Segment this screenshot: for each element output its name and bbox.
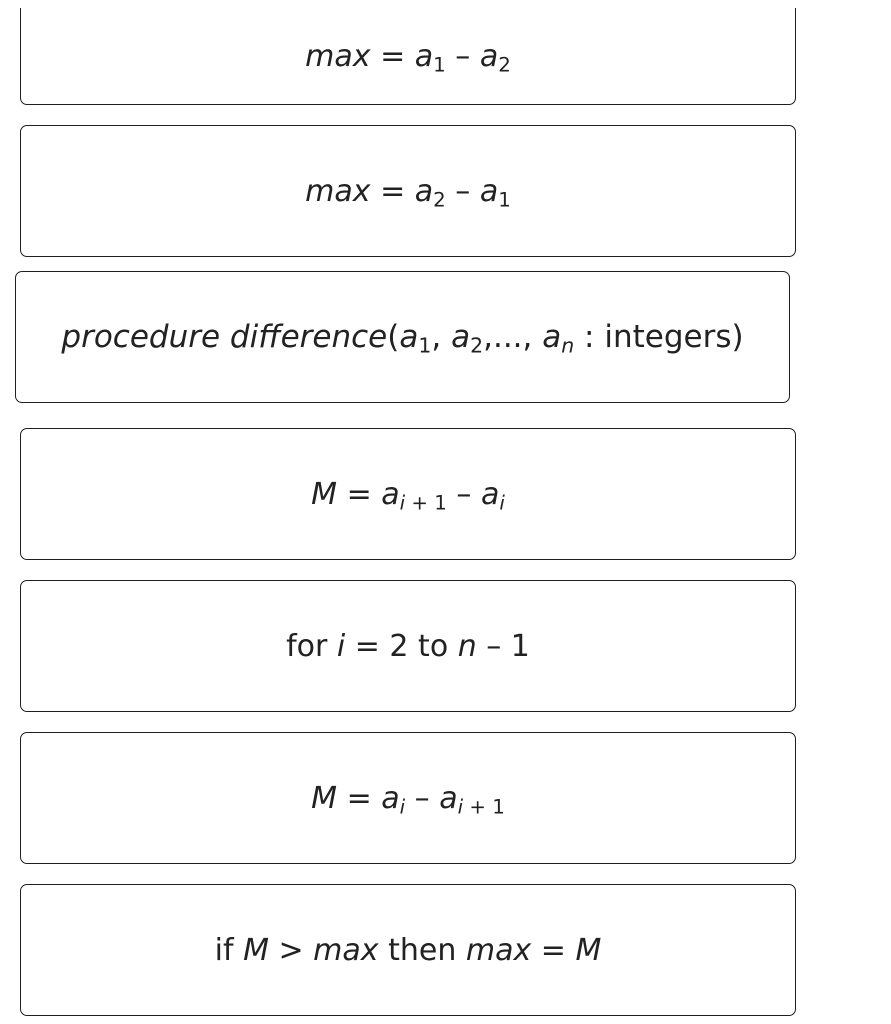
code-card-M-ai-plus-1-minus-ai[interactable] (20, 428, 796, 560)
text-token: M (243, 932, 269, 968)
code-card-if-M-gt-max[interactable] (20, 884, 796, 1016)
text-token: ( (387, 319, 400, 355)
text-token: a (479, 173, 499, 209)
code-card-for-loop[interactable] (20, 580, 796, 712)
text-token: if (214, 932, 244, 968)
text-token: a (381, 476, 400, 512)
text-token: – (446, 476, 481, 512)
code-card-procedure-difference[interactable] (15, 271, 790, 403)
text-token: i (336, 628, 346, 664)
subscript-token: 2 (433, 188, 446, 212)
code-card-M-ai-minus-ai-plus-1[interactable] (20, 732, 796, 864)
subscript-token: 1 (498, 188, 511, 212)
text-token: a (399, 319, 419, 355)
text-token: a (480, 476, 500, 512)
text-token: a (439, 780, 458, 816)
text-token: a (479, 38, 499, 74)
subscript-token: + 1 (463, 795, 505, 819)
code-line (305, 38, 511, 77)
text-token: ,..., (483, 319, 543, 355)
text-token: : integers) (574, 319, 744, 355)
text-token: = (370, 173, 415, 209)
text-token: = (337, 780, 382, 816)
text-token: a (414, 173, 434, 209)
subscript-token: 1 (418, 333, 432, 358)
text-token: a (414, 38, 434, 74)
text-token: , (431, 319, 452, 355)
subscript-token: n (561, 333, 575, 358)
subscript-token: + 1 (405, 491, 447, 515)
code-line (311, 780, 505, 819)
subscript-token: 1 (433, 53, 446, 77)
subscript-token: i (399, 491, 406, 515)
code-line (215, 933, 602, 968)
text-token: for (286, 628, 337, 664)
text-token: = (370, 38, 415, 74)
text-token: – (445, 173, 480, 209)
text-token: = (337, 476, 382, 512)
text-token: max (465, 932, 532, 968)
code-card-max-a2-minus-a1[interactable] (20, 125, 796, 257)
text-token: procedure difference (61, 319, 388, 355)
text-token: a (451, 319, 471, 355)
text-token: a (542, 319, 562, 355)
code-card-max-a1-minus-a2[interactable] (20, 8, 796, 105)
subscript-token: 2 (470, 333, 484, 358)
text-token: M (575, 932, 602, 968)
text-token: max (313, 932, 379, 968)
text-token: – (445, 38, 480, 74)
subscript-token: i (499, 491, 505, 515)
text-token: > (268, 932, 314, 968)
text-token: max (305, 38, 371, 74)
code-line (61, 319, 744, 358)
code-line (305, 173, 511, 212)
text-token: a (381, 780, 400, 816)
text-token: = 2 to (345, 628, 458, 664)
subscript-token: i (457, 795, 464, 819)
text-token: M (311, 476, 338, 512)
text-token: n (457, 628, 477, 664)
text-token: – 1 (476, 628, 530, 664)
text-token: – (405, 780, 440, 816)
text-token: max (305, 173, 371, 209)
text-token: = (531, 932, 576, 968)
subscript-token: i (399, 795, 406, 819)
subscript-token: 2 (498, 53, 511, 77)
code-line (311, 476, 505, 515)
code-line (286, 629, 530, 664)
text-token: then (378, 932, 466, 968)
text-token: M (311, 780, 338, 816)
